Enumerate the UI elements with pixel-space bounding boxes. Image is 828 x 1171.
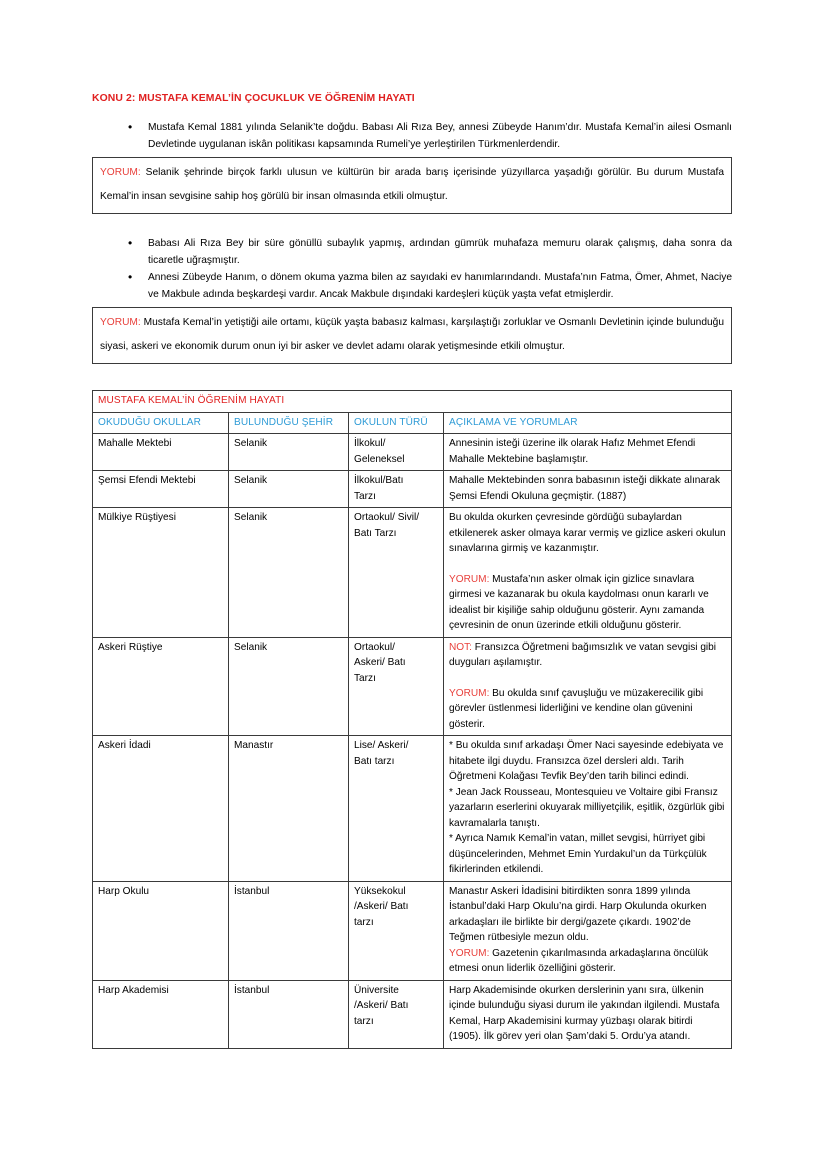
cell-sehir: Manastır	[229, 736, 349, 882]
document-content	[92, 92, 732, 1049]
list-item: • Mustafa Kemal 1881 yılında Selanik’te doğdu. Babası Ali Rıza Bey, annesi Zübeyde Hanım’dır. Mustafa Kemal’in ailesi Osmanlı Devletinde uygulanan iskân politikası kapsamında Rumeli’ye yerleştirilen Türkmenlerdendir.	[92, 120, 732, 153]
column-header-tur: OKULUN TÜRÜ	[349, 412, 444, 434]
bullet-list-2	[92, 236, 732, 303]
cell-aciklama	[444, 434, 732, 471]
cell-okul: Harp Okulu	[93, 881, 229, 980]
column-header-aciklama: AÇIKLAMA VE YORUMLAR	[444, 412, 732, 434]
cell-aciklama	[444, 637, 732, 736]
yorum-text: Bu okulda sınıf çavuşluğu ve müzakerecilik gibi görevler üstlenmesi liderliğini ve kendine olan güvenini gösterir.	[449, 687, 704, 730]
column-header-okul: OKUDUĞU OKULLAR	[93, 412, 229, 434]
table-row	[93, 980, 732, 1048]
aciklama-text: Harp Akademisinde okurken derslerinin yanı sıra, ülkenin içinde bulunduğu siyasi durum ile yakından ilgilendi. Mustafa Kemal, Harp Akademisini kurmay yüzbaşı olarak bitirdi (1905). İlk görev yeri olan Şam’daki 5. Ordu’ya atandı.	[449, 984, 720, 1042]
aciklama-text: Manastır Askeri İdadisini bitirdikten sonra 1899 yılında İstanbul’daki Harp Okulu’na girdi. Harp Okulunda okurken arkadaşları ile birlikte bir dergi/gazete çıkardı. 1902’de Teğmen rütbesiyle mezun oldu.	[449, 885, 707, 943]
not-text: Fransızca Öğretmeni bağımsızlık ve vatan sevgisi gibi duyguları aşılamıştır.	[449, 641, 717, 668]
cell-okul: Harp Akademisi	[93, 980, 229, 1048]
page-title: KONU 2: MUSTAFA KEMAL’İN ÇOCUKLUK VE ÖĞRENİM HAYATI	[92, 93, 415, 104]
table-title: MUSTAFA KEMAL’İN ÖĞRENİM HAYATI	[93, 391, 732, 413]
yorum-paragraph	[100, 161, 724, 209]
cell-tur: Ortaokul/ Sivil/ Batı Tarzı	[349, 508, 444, 638]
yorum-text: Selanik şehrinde birçok farklı ulusun ve kültürün bir arada barış içerisinde yüzyıllarca yaşadığı görülür. Bu durum Mustafa Kemal’in insan sevgisine sahip hoş görülü bir insan olmasında etkili olmuştur.	[100, 167, 724, 202]
yorum-paragraph	[449, 686, 726, 733]
table-title-row	[93, 391, 732, 413]
paragraph-spacer	[449, 671, 726, 686]
bullet-list-1	[92, 120, 732, 153]
aciklama-text: * Ayrıca Namık Kemal’in vatan, millet sevgisi, hürriyet gibi düşüncelerinden, Mehmet Emin Yurdakul’un da Türkçülük fikirlerinden etkilendi.	[449, 833, 707, 875]
table-row	[93, 508, 732, 638]
spacer	[92, 364, 732, 390]
yorum-tag: YORUM:	[100, 167, 141, 178]
ogrenim-hayati-table	[92, 390, 732, 1049]
cell-okul: Şemsi Efendi Mektebi	[93, 471, 229, 508]
cell-okul: Mahalle Mektebi	[93, 434, 229, 471]
yorum-box-1	[92, 157, 732, 214]
table-row	[93, 471, 732, 508]
list-item: • Annesi Zübeyde Hanım, o dönem okuma yazma bilen az sayıdaki ev hanımlarındandı. Mustafa’nın Fatma, Ömer, Ahmet, Naciye ve Makbule adında beşkardeşi vardır. Ancak Makbule dışındaki kardeşleri küçük yaşta vefat etmişlerdir.	[92, 270, 732, 303]
list-item: • Babası Ali Rıza Bey bir süre gönüllü subaylık yapmış, ardından gümrük muhafaza memuru olarak çalışmış, daha sonra da ticaretle uğraşmıştır.	[92, 236, 732, 269]
cell-sehir: Selanik	[229, 508, 349, 638]
table-row	[93, 434, 732, 471]
yorum-paragraph	[449, 572, 726, 634]
cell-tur: Yüksekokul /Askeri/ Batı tarzı	[349, 881, 444, 980]
yorum-paragraph	[449, 946, 726, 977]
aciklama-text: Mahalle Mektebinden sonra babasının isteği dikkate alınarak Şemsi Efendi Okuluna geçmiştir. (1887)	[449, 475, 721, 502]
cell-okul: Askeri Rüştiye	[93, 637, 229, 736]
table-header-row	[93, 412, 732, 434]
yorum-box-2	[92, 307, 732, 364]
cell-tur: Ortaokul/ Askeri/ Batı Tarzı	[349, 637, 444, 736]
cell-aciklama	[444, 471, 732, 508]
cell-tur: Üniversite /Askeri/ Batı tarzı	[349, 980, 444, 1048]
paragraph-spacer	[449, 557, 726, 572]
cell-sehir: İstanbul	[229, 980, 349, 1048]
cell-aciklama	[444, 980, 732, 1048]
aciklama-text: Annesinin isteği üzerine ilk olarak Hafız Mehmet Efendi Mahalle Mektebine başlamıştır.	[449, 438, 696, 465]
cell-sehir: İstanbul	[229, 881, 349, 980]
table-row	[93, 736, 732, 882]
yorum-text: Mustafa Kemal’in yetiştiği aile ortamı, küçük yaşta babasız kalması, karşılaştığı zorluklar ve Osmanlı Devletinin içinde bulunduğu siyasi, askeri ve ekonomik durum onun iyi bir asker ve devlet adamı olarak yetişmesinde etkili olmuştur.	[100, 317, 724, 352]
not-paragraph	[449, 640, 726, 671]
cell-okul: Askeri İdadi	[93, 736, 229, 882]
cell-aciklama	[444, 881, 732, 980]
spacer	[92, 214, 732, 236]
cell-tur: İlkokul/ Geleneksel	[349, 434, 444, 471]
cell-sehir: Selanik	[229, 471, 349, 508]
yorum-tag: YORUM:	[449, 687, 490, 699]
cell-aciklama	[444, 508, 732, 638]
aciklama-text: * Jean Jack Rousseau, Montesquieu ve Voltaire gibi Fransız yazarların eserlerini okuyarak milliyetçilik, eşitlik, özgürlük gibi kavramalarla tanıştı.	[449, 786, 725, 829]
table-row	[93, 637, 732, 736]
yorum-tag: YORUM:	[449, 947, 490, 959]
not-tag: NOT:	[449, 641, 472, 653]
cell-tur: İlkokul/Batı Tarzı	[349, 471, 444, 508]
yorum-tag: YORUM:	[100, 317, 141, 328]
yorum-text: Gazetenin çıkarılmasında arkadaşlarına öncülük etmesi onun liderlik özelliğini gösterir.	[449, 947, 709, 974]
cell-aciklama	[444, 736, 732, 882]
column-header-sehir: BULUNDUĞU ŞEHİR	[229, 412, 349, 434]
cell-sehir: Selanik	[229, 434, 349, 471]
cell-okul: Mülkiye Rüştiyesi	[93, 508, 229, 638]
aciklama-text: Bu okulda okurken çevresinde gördüğü subaylardan etkilenerek asker olmaya karar vermiş ve gizlice askeri okulun sınavlarına girmiş ve kazanmıştır.	[449, 512, 726, 554]
cell-tur: Lise/ Askeri/ Batı tarzı	[349, 736, 444, 882]
cell-sehir: Selanik	[229, 637, 349, 736]
yorum-text: Mustafa’nın asker olmak için gizlice sınavlara girmesi ve kazanarak bu okula kaydolması onun kararlı ve idealist bir kişiliğe sahip olduğunu gösterir. Aynı zamanda çevresinin de onun üzerinde etkili olduğunu gösterir.	[449, 573, 709, 631]
yorum-paragraph	[100, 311, 724, 359]
yorum-tag: YORUM:	[449, 573, 490, 585]
aciklama-text: * Bu okulda sınıf arkadaşı Ömer Naci sayesinde edebiyata ve hitabete ilgi duydu. Fransızca özel dersleri aldı. Tarih Öğretmeni Kolağası Tevfik Bey’den tarih bilinci edindi.	[449, 740, 724, 782]
table-row	[93, 881, 732, 980]
